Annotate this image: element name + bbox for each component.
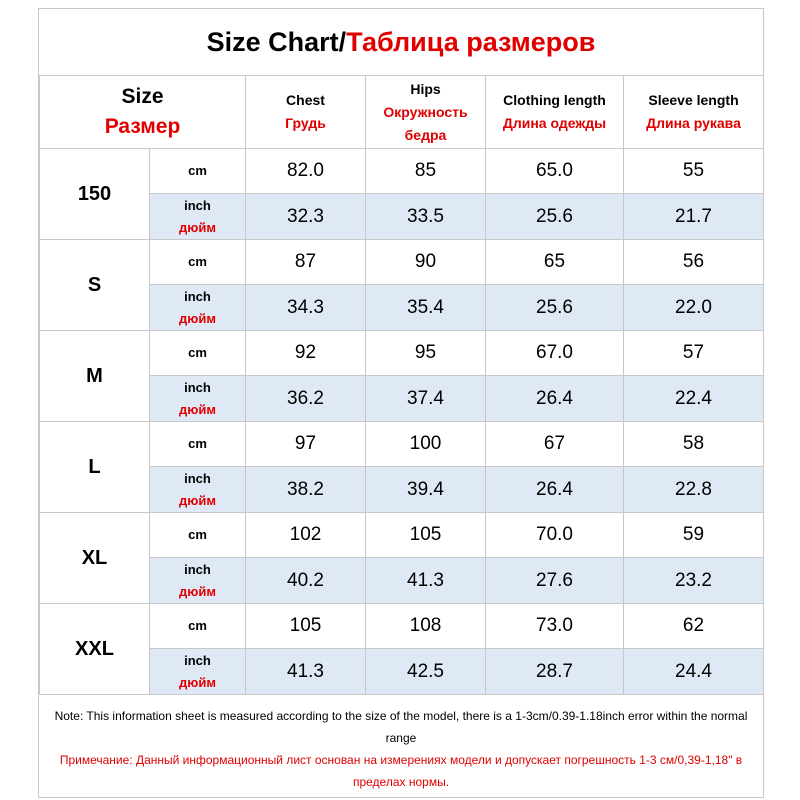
note-ru: Примечание: Данный информационный лист основан на измерениях модели и допускает погрешность 1-3 см/0,39-1,18" в пределах нормы. <box>59 753 743 789</box>
value-cell: 105 <box>246 604 366 649</box>
table-row <box>40 149 764 194</box>
value-cell: 67.0 <box>486 331 624 376</box>
value-cell: 36.2 <box>246 376 366 422</box>
value-cell: 87 <box>246 240 366 285</box>
table-header-row <box>40 76 764 149</box>
unit-cm: cm <box>150 149 246 194</box>
table-row <box>40 604 764 649</box>
unit-inch-en: inch <box>184 470 211 486</box>
value-cell: 25.6 <box>486 194 624 240</box>
unit-cm: cm <box>150 240 246 285</box>
value-cell: 42.5 <box>366 649 486 695</box>
value-cell: 82.0 <box>246 149 366 194</box>
header-hips <box>366 76 486 149</box>
value-cell: 27.6 <box>486 558 624 604</box>
unit-inch-en: inch <box>184 379 211 395</box>
unit-inch-ru: дюйм <box>179 219 216 235</box>
value-cell: 22.8 <box>624 467 764 513</box>
unit-inch <box>150 376 246 422</box>
value-cell: 70.0 <box>486 513 624 558</box>
value-cell: 65.0 <box>486 149 624 194</box>
value-cell: 102 <box>246 513 366 558</box>
value-cell: 34.3 <box>246 285 366 331</box>
header-clothing-length-ru: Длина одежды <box>502 115 607 131</box>
header-size-ru: Размер <box>104 115 181 138</box>
header-chest <box>246 76 366 149</box>
value-cell: 56 <box>624 240 764 285</box>
page-title <box>39 9 763 75</box>
value-cell: 92 <box>246 331 366 376</box>
table-row <box>40 422 764 467</box>
value-cell: 37.4 <box>366 376 486 422</box>
header-sleeve-length-ru: Длина рукава <box>646 115 741 131</box>
header-clothing-length-en: Clothing length <box>503 92 606 108</box>
unit-inch <box>150 558 246 604</box>
value-cell: 38.2 <box>246 467 366 513</box>
value-cell: 95 <box>366 331 486 376</box>
value-cell: 97 <box>246 422 366 467</box>
note-en: Note: This information sheet is measured according to the size of the model, there is a 1-3cm/0.39-1.18inch error within the normal range <box>54 709 748 745</box>
header-clothing-length <box>486 76 624 149</box>
size-label: XXL <box>40 604 150 695</box>
header-size-en: Size <box>121 85 164 108</box>
size-label: L <box>40 422 150 513</box>
value-cell: 23.2 <box>624 558 764 604</box>
unit-inch <box>150 285 246 331</box>
value-cell: 55 <box>624 149 764 194</box>
unit-cm: cm <box>150 513 246 558</box>
unit-inch-ru: дюйм <box>179 401 216 417</box>
measurement-note <box>39 701 763 797</box>
value-cell: 65 <box>486 240 624 285</box>
unit-inch-en: inch <box>184 288 211 304</box>
value-cell: 59 <box>624 513 764 558</box>
unit-inch-ru: дюйм <box>179 674 216 690</box>
value-cell: 62 <box>624 604 764 649</box>
unit-inch-en: inch <box>184 652 211 668</box>
size-label: 150 <box>40 149 150 240</box>
size-label: XL <box>40 513 150 604</box>
value-cell: 105 <box>366 513 486 558</box>
value-cell: 39.4 <box>366 467 486 513</box>
value-cell: 22.4 <box>624 376 764 422</box>
size-label: M <box>40 331 150 422</box>
value-cell: 58 <box>624 422 764 467</box>
value-cell: 57 <box>624 331 764 376</box>
table-row <box>40 331 764 376</box>
size-chart-frame <box>38 8 764 798</box>
value-cell: 40.2 <box>246 558 366 604</box>
size-label: S <box>40 240 150 331</box>
unit-inch <box>150 194 246 240</box>
value-cell: 108 <box>366 604 486 649</box>
header-hips-en: Hips <box>410 80 441 97</box>
value-cell: 100 <box>366 422 486 467</box>
value-cell: 85 <box>366 149 486 194</box>
value-cell: 26.4 <box>486 467 624 513</box>
header-sleeve-length-en: Sleeve length <box>648 92 739 108</box>
unit-inch-en: inch <box>184 197 211 213</box>
unit-cm: cm <box>150 422 246 467</box>
value-cell: 33.5 <box>366 194 486 240</box>
unit-inch-ru: дюйм <box>179 492 216 508</box>
value-cell: 32.3 <box>246 194 366 240</box>
value-cell: 26.4 <box>486 376 624 422</box>
value-cell: 35.4 <box>366 285 486 331</box>
unit-inch-en: inch <box>184 561 211 577</box>
unit-inch <box>150 649 246 695</box>
header-chest-en: Chest <box>286 92 325 108</box>
value-cell: 73.0 <box>486 604 624 649</box>
table-row <box>40 513 764 558</box>
title-en: Size Chart/ <box>206 26 347 57</box>
table-row <box>40 240 764 285</box>
header-sleeve-length <box>624 76 764 149</box>
value-cell: 90 <box>366 240 486 285</box>
value-cell: 25.6 <box>486 285 624 331</box>
unit-inch-ru: дюйм <box>179 583 216 599</box>
title-ru: Таблица размеров <box>346 26 596 57</box>
value-cell: 41.3 <box>366 558 486 604</box>
unit-cm: cm <box>150 331 246 376</box>
value-cell: 67 <box>486 422 624 467</box>
unit-cm: cm <box>150 604 246 649</box>
header-hips-ru: Окружность бедра <box>383 103 468 143</box>
header-size <box>40 76 246 149</box>
size-table <box>39 75 764 695</box>
value-cell: 41.3 <box>246 649 366 695</box>
unit-inch-ru: дюйм <box>179 310 216 326</box>
value-cell: 24.4 <box>624 649 764 695</box>
value-cell: 22.0 <box>624 285 764 331</box>
header-chest-ru: Грудь <box>285 115 326 131</box>
value-cell: 21.7 <box>624 194 764 240</box>
unit-inch <box>150 467 246 513</box>
value-cell: 28.7 <box>486 649 624 695</box>
